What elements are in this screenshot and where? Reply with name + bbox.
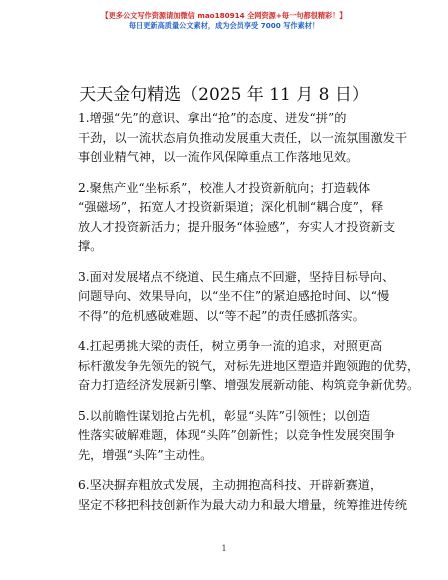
paragraph: [78, 407, 396, 466]
paragraph-line: 事创业精气神，以一流作风保障重点工作落地见效。: [78, 150, 359, 164]
document-body: [78, 109, 420, 526]
paragraph-line: 问题导向、效果导向，以“坐不住”的紧迫感抢时间、以“慢: [78, 289, 390, 303]
paragraph-line: 2.聚焦产业“坐标系”，校准人才投资新航向；打造载体: [78, 180, 371, 195]
paragraph-line: 5.以前瞻性谋划抢占先机，彰显“头阵”引领性；以创造: [78, 408, 371, 423]
paragraph-line: 坚定不移把科技创新作为最大动力和最大增量，统筹推进传统: [78, 497, 408, 512]
paragraph-line: 放人才投资新活力；提升服务“体验感”，夯实人才投资新支: [78, 219, 396, 234]
paragraph-line: 不得”的危机感破难题、以“等不起”的责任感抓落实。: [78, 308, 365, 323]
document-title: 天天金句精选（2025 年 11 月 8 日）: [79, 85, 369, 105]
paragraph-line: 3.面对发展堵点不绕道、民生痛点不回避，坚持目标导向、: [78, 269, 395, 284]
paragraph: [78, 476, 408, 515]
paragraph-line: 6.坚决摒弃粗放式发展，主动拥抱高科技、开辟新赛道，: [78, 478, 383, 492]
promo-banner: [0, 11, 448, 31]
promo-banner-line-2: 每日更新高质量公文素材，成为会员享受 7000 写作素材！: [128, 21, 320, 30]
paragraph-line: 1.增强“先”的意识、拿出“抢”的态度、迸发“拼”的: [78, 111, 347, 125]
paragraph: [78, 268, 395, 327]
page-number: 1: [221, 544, 227, 553]
paragraph-line: 先，增强“头阵”主动性。: [78, 447, 213, 462]
promo-banner-line-1: 【更多公文写作资源请加微信 mao180914 全网资源+每一句都很精彩！】: [101, 11, 347, 20]
paragraph: [78, 109, 408, 168]
paragraph-line: 干劲，以一流状态肩负推动发展重大责任，以一流氛围激发干: [78, 130, 408, 145]
paragraph-line: 奋力打造经济发展新引擎、增强发展新动能、构筑竞争新优势。: [78, 378, 420, 392]
paragraph-line: 撑。: [78, 239, 103, 253]
paragraph: [78, 179, 396, 257]
paragraph-line: 性落实破解难题，体现“头阵”创新性；以竞争性发展突围争: [78, 428, 396, 442]
paragraph-line: “强磁场”，拓宽人才投资新渠道；深化机制“耦合度”，释: [78, 200, 384, 214]
paragraph-line: 标杆激发争先领先的锐气，对标先进地区塑造并跑领跑的优势，: [78, 358, 420, 373]
paragraph: [78, 337, 420, 396]
paragraph-line: 4.扛起勇挑大梁的责任，树立勇争一流的追求，对照更高: [78, 339, 383, 353]
